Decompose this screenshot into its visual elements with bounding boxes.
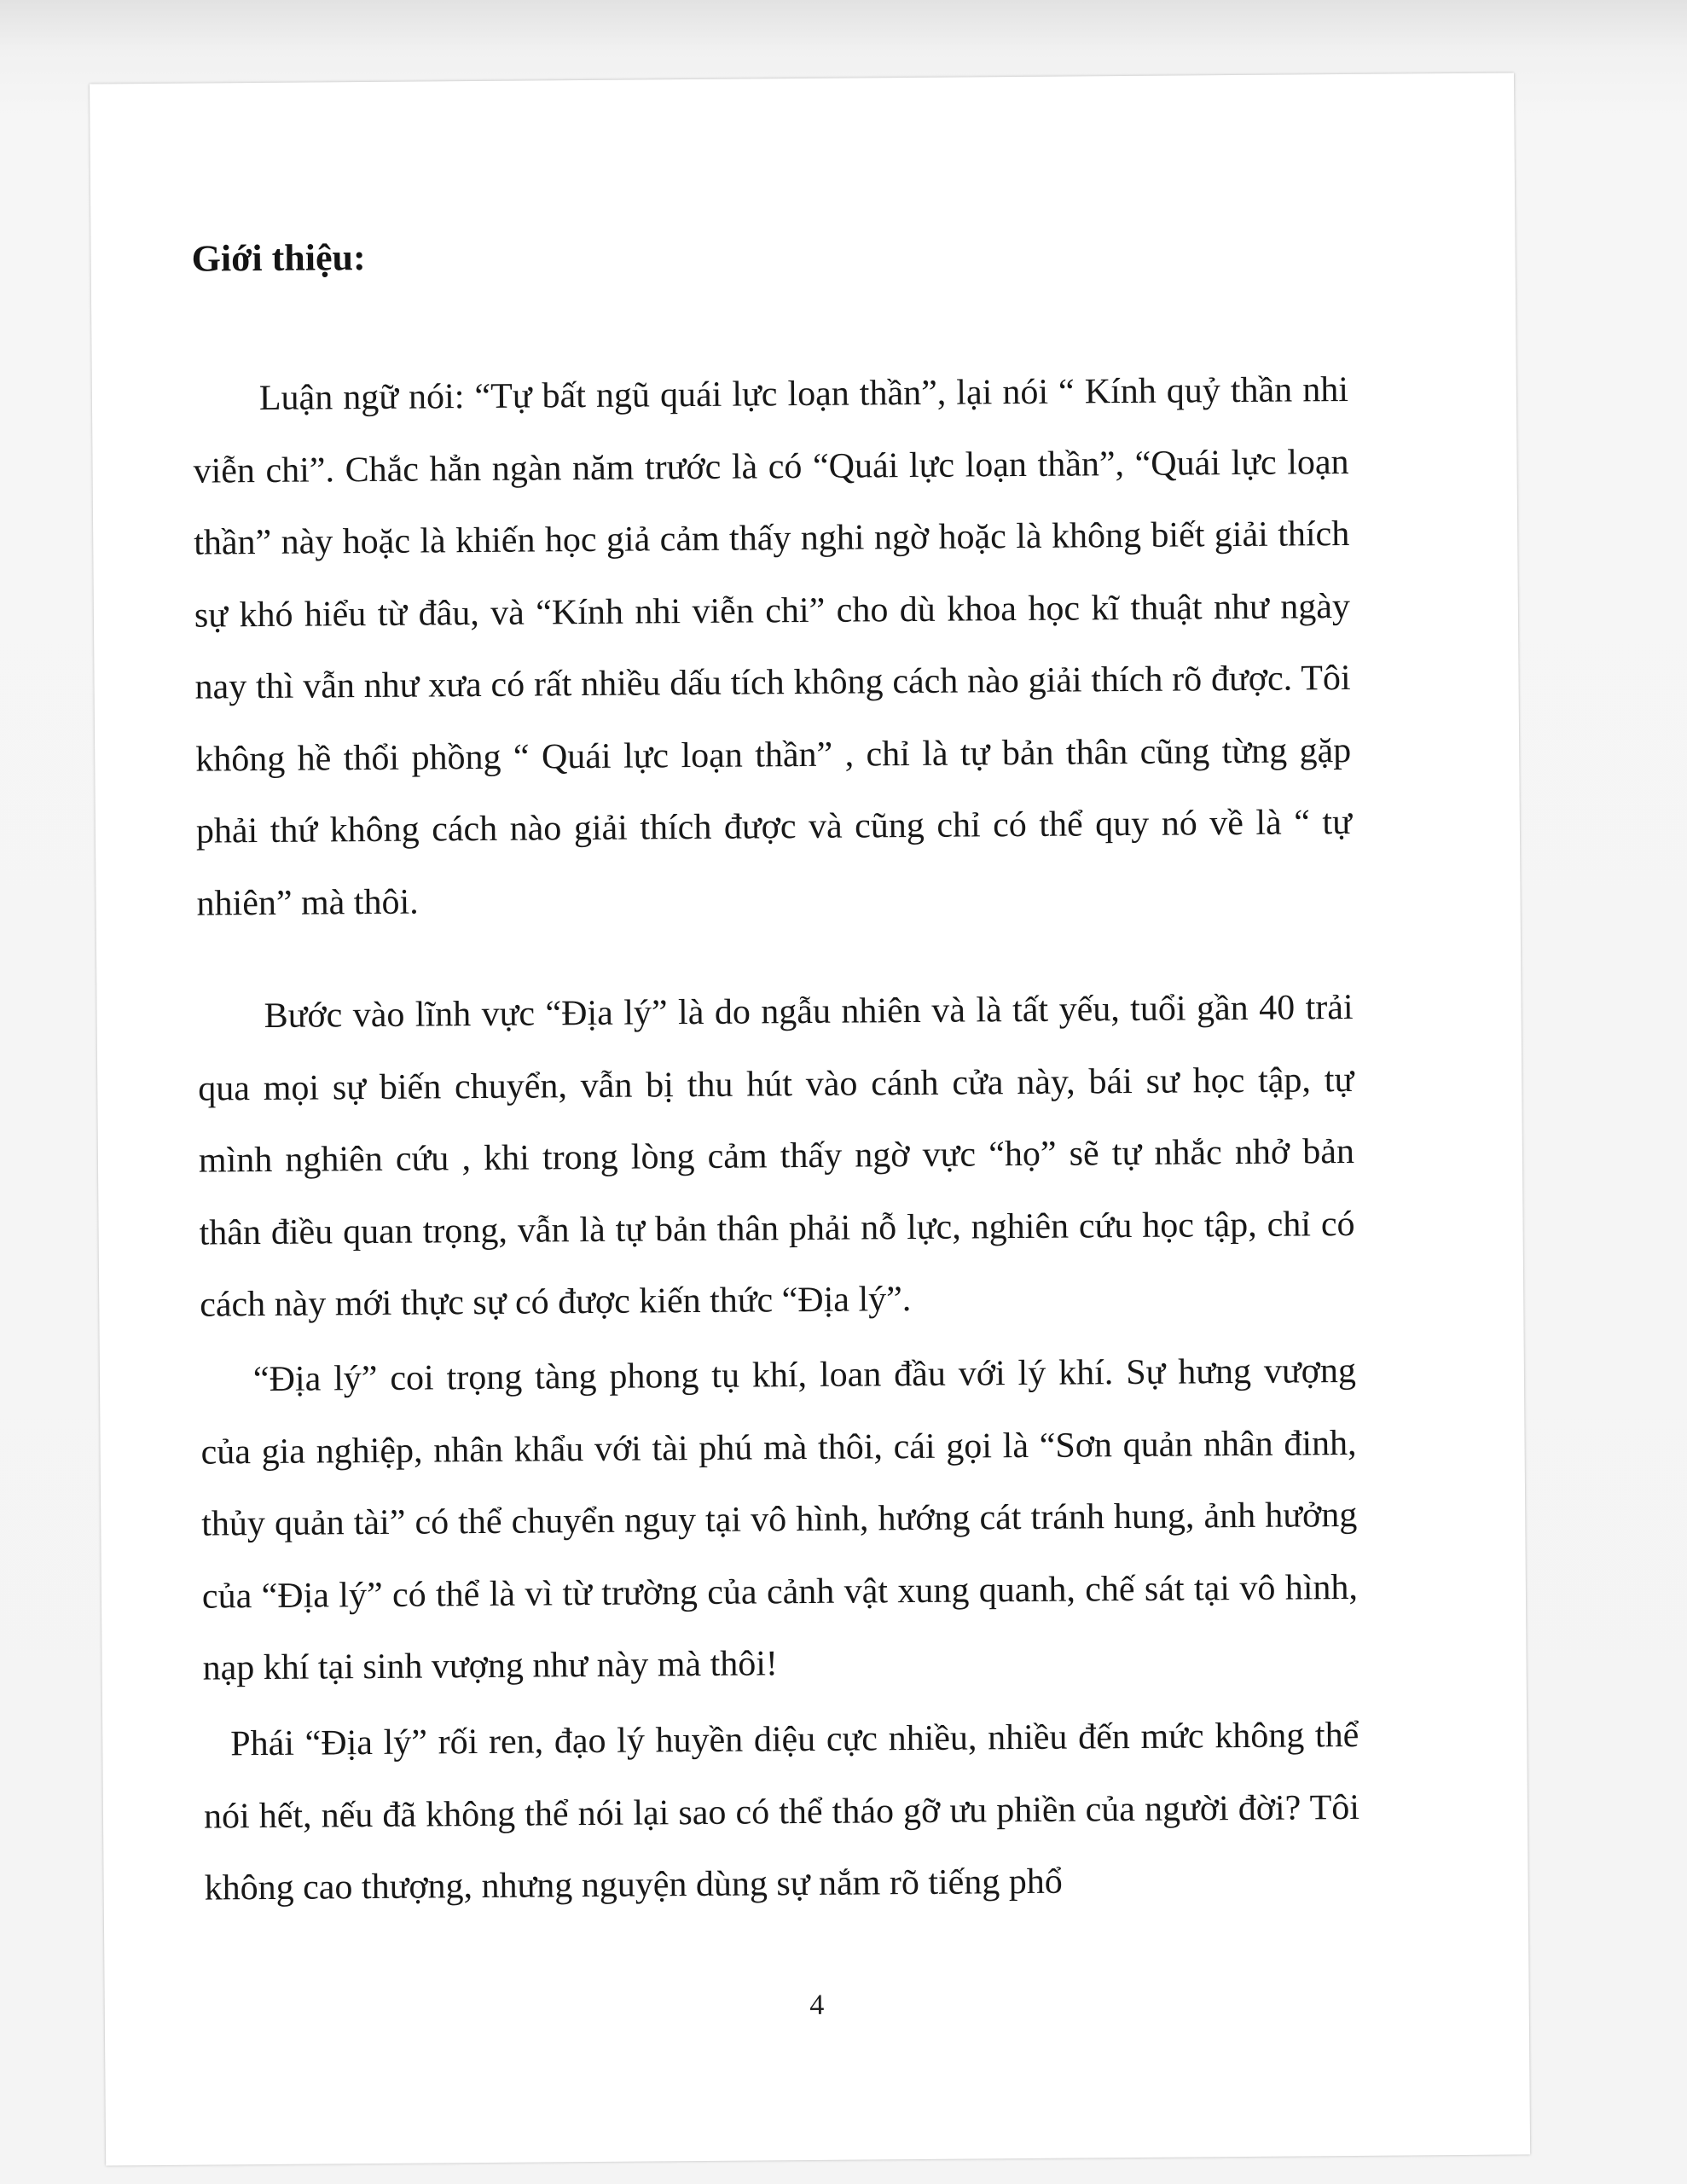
paragraph-2: Bước vào lĩnh vực “Địa lý” là do ngẫu nhiên và là tất yếu, tuổi gần 40 trải qua mọi sự biến chuyển, vẫn bị thu hút vào cánh cửa này, bái sư học tập, tự mình nghiên cứu , khi trong lòng cảm thấy ngờ vực “họ” sẽ tự nhắc nhở bản thân điều quan trọng, vẫn là tự bản thân phải nỗ lực, nghiên cứu học tập, chỉ có cách này mới thực sự có được kiến thức “Địa lý”. bbox=[198, 987, 1355, 1325]
paragraph-3: “Địa lý” coi trọng tàng phong tụ khí, loan đầu với lý khí. Sự hưng vượng của gia nghiệp, nhân khẩu với tài phú mà thôi, cái gọi là “Sơn quản nhân đinh, thủy quản tài” có thể chuyển nguy tại vô hình, hướng cát tránh hung, ảnh hưởng của “Địa lý” có thể là vì từ trường của cảnh vật xung quanh, chế sát tại vô hình, nạp khí tại sinh vượng như này mà thôi! bbox=[200, 1350, 1359, 1688]
paragraph-4: Phái “Địa lý” rối ren, đạo lý huyền diệu cực nhiều, nhiều đến mức không thể nói hết, nếu đã không thể nói lại sao có thể tháo gỡ ưu phiền của người đời? Tôi không cao thượng, nhưng nguyện dùng sự nắm rõ tiếng phổ bbox=[203, 1715, 1360, 1908]
section-heading: Giới thiệu: bbox=[191, 236, 366, 280]
document-page bbox=[90, 73, 1530, 2165]
page-number: 4 bbox=[809, 1989, 825, 2021]
paragraph-1: Luận ngữ nói: “Tự bất ngũ quái lực loạn thần”, lại nói “ Kính quỷ thần nhi viễn chi”. Chắc hẳn ngàn năm trước là có “Quái lực loạn thần”, “Quái lực loạn thần” này hoặc là khiến học giả cảm thấy nghi ngờ hoặc là không biết giải thích sự khó hiểu từ đâu, và “Kính nhi viễn chi” cho dù khoa học kĩ thuật như ngày nay thì vẫn như xưa có rất nhiều dấu tích không cách nào giải thích rõ được. Tôi không hề thổi phồng “ Quái lực loạn thần” , chỉ là tự bản thân cũng từng gặp phải thứ không cách nào giải thích được và cũng chỉ có thể quy nó về là “ tự nhiên” mà thôi. bbox=[193, 369, 1353, 924]
